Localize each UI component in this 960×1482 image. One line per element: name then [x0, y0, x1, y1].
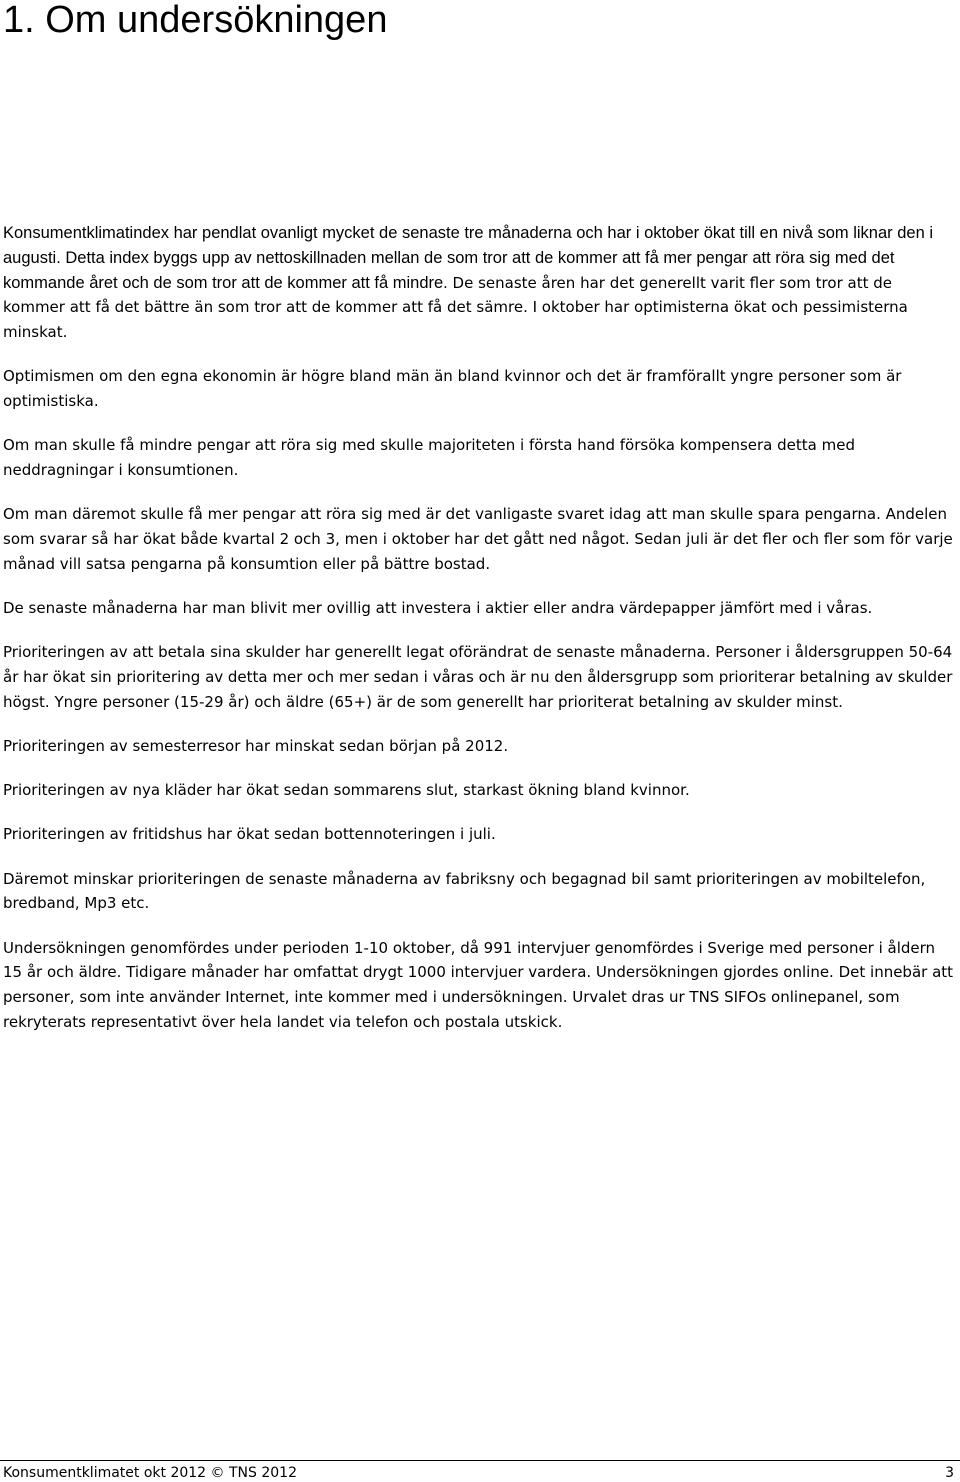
paragraph-11: Undersökningen genomfördes under perioden 1-10 oktober, då 991 intervjuer genomfördes i Sverige med personer i åldern 15 år och äldre. Tidigare månader har omfattat drygt 1000 intervjuer vardera. Undersökningen gjordes online. Det innebär att personer, som inte använder Internet, inte kommer med i undersökningen. Urvalet dras ur TNS SIFOs onlinepanel, som rekryterats representativt över hela landet via telefon och postala utskick. — [3, 938, 954, 1032]
page-number: 3 — [945, 1465, 954, 1481]
paragraph-10: Däremot minskar prioriteringen de senaste månaderna av fabriksny och begagnad bil samt prioriteringen av mobiltelefon, bredband, Mp3 etc. — [3, 869, 926, 913]
paragraph-3: Om man skulle få mindre pengar att röra sig med skulle majoriteten i första hand försöka kompensera detta med neddragningar i konsumtionen. — [3, 436, 855, 480]
paragraph-9: Prioriteringen av fritidshus har ökat sedan bottennoteringen i juli. — [3, 825, 496, 844]
paragraph-5: De senaste månaderna har man blivit mer ovillig att investera i aktier eller andra värdepapper jämfört med i våras. — [3, 599, 873, 618]
page-footer — [0, 1460, 960, 1481]
paragraph-8: Prioriteringen av nya kläder har ökat sedan sommarens slut, starkast ökning bland kvinnor. — [3, 781, 690, 800]
paragraph-4: Om man däremot skulle få mer pengar att röra sig med är det vanligaste svaret idag att man skulle spara pengarna. Andelen som svarar så har ökat både kvartal 2 och 3, men i oktober har det gått ned något. Sedan juli är det fler och fler som för varje månad vill satsa pengarna på konsumtion eller på bättre bostad. — [3, 505, 953, 573]
body-text — [3, 221, 957, 1054]
paragraph-7: Prioriteringen av semesterresor har minskat sedan början på 2012. — [3, 737, 509, 756]
page-title: 1. Om undersökningen — [3, 0, 388, 41]
paragraph-1 — [3, 221, 957, 345]
paragraph-6: Prioriteringen av att betala sina skulder har generellt legat oförändrat de senaste månaderna. Personer i åldersgruppen 50-64 år har ökat sin prioritering av detta mer och mer sedan i våras och är nu den åldersgrupp som prioriterar betalning av skulder högst. Yngre personer (15-29 år) och äldre (65+) är de som generellt har prioriterat betalning av skulder minst. — [3, 643, 953, 711]
footer-source: Konsumentklimatet okt 2012 © TNS 2012 — [3, 1465, 297, 1481]
paragraph-2: Optimismen om den egna ekonomin är högre bland män än bland kvinnor och det är framförallt yngre personer som är optimistiska. — [3, 367, 902, 411]
paragraph-1-rest: De senaste åren har det generellt varit fler som tror att de kommer att få det bättre än som tror att de kommer att få det sämre. I oktober har optimisterna ökat och pessimisterna minskat. — [3, 273, 908, 342]
paragraph-1-intro: Konsumentklimatindex har pendlat ovanligt mycket de senaste tre månaderna och har i oktober ökat till en nivå som liknar den i augusti. Detta index byggs upp av nettoskillnaden mellan de som tror att de kommer att få mer pengar att röra sig med det kommande året och de som tror att de kommer att få mindre. — [3, 224, 934, 292]
